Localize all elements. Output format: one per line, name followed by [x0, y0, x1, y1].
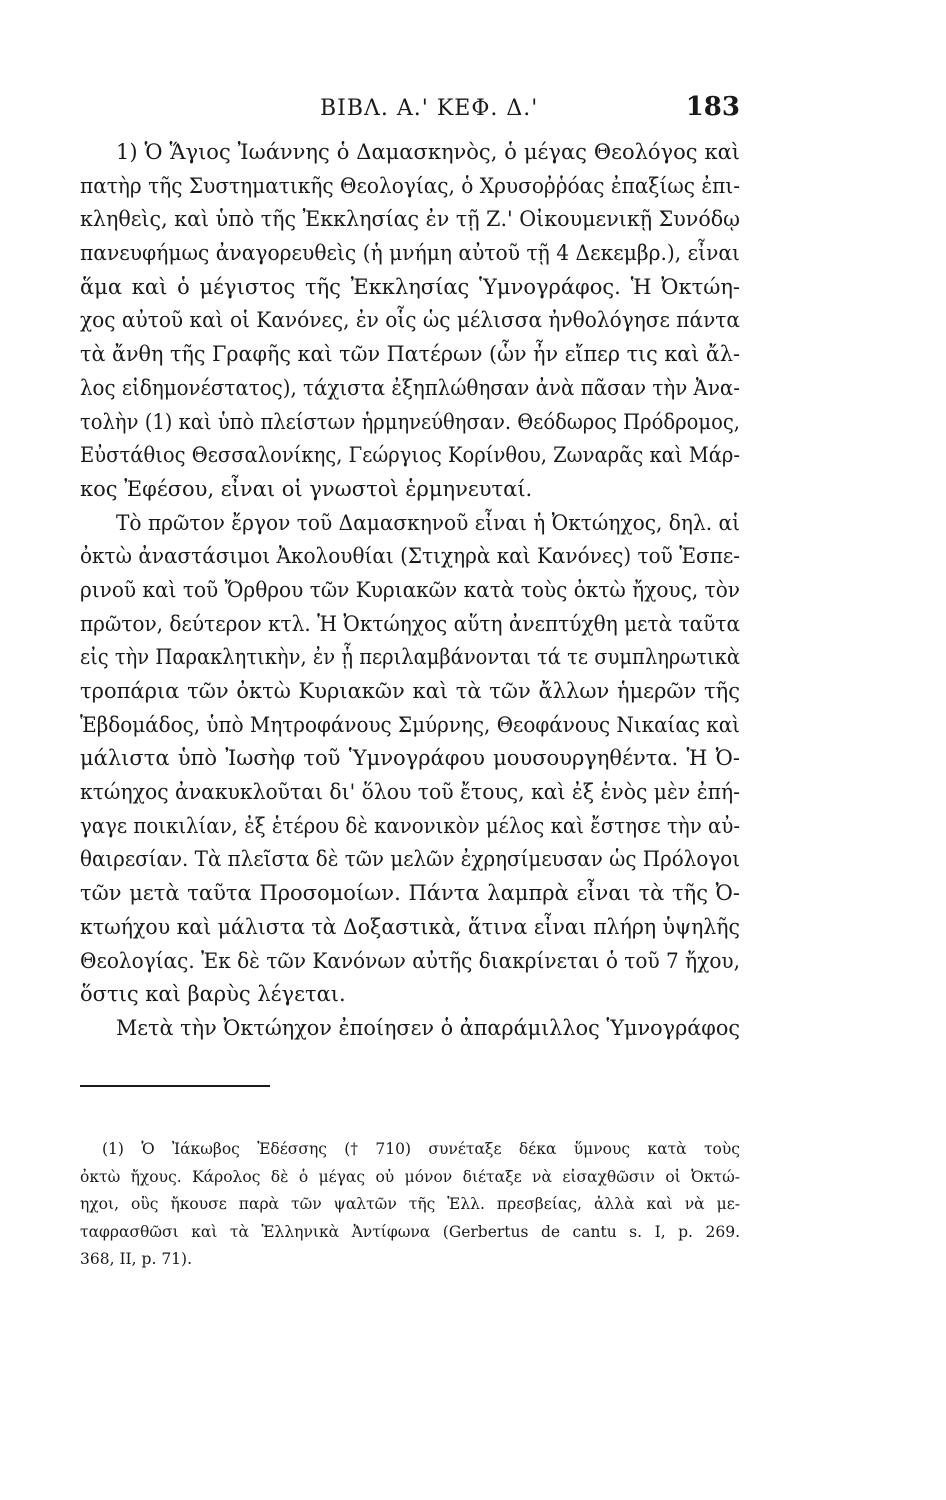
text-line-content: Θεολογίας. Ἐκ δὲ τῶν Κανόνων αὐτῆς διακρίνεται ὁ τοῦ 7 ἤχου,	[80, 948, 740, 973]
text-line-content: ρινοῦ καὶ τοῦ Ὄρθρου τῶν Κυριακῶν κατὰ τοὺς ὀκτὼ ἤχους, τὸν	[80, 577, 740, 602]
page-number: 183	[685, 92, 740, 122]
footnote	[80, 1136, 740, 1274]
text-line-content: μάλιστα ὑπὸ Ἰωσὴφ τοῦ Ὑμνογράφου μουσουργηθέντα. Ἡ Ὀ-	[80, 746, 740, 771]
text-line-content: Ἑβδομάδος, ὑπὸ Μητροφάνους Σμύρνης, Θεοφάνους Νικαίας καὶ	[80, 712, 740, 737]
text-line-content: Τὸ πρῶτον ἔργον τοῦ Δαμασκηνοῦ εἶναι ἡ Ὀκτώηχος, δηλ. αἱ	[116, 510, 740, 535]
footnote-line-content: ταφρασθῶσι καὶ τὰ Ἑλληνικὰ Ἀντίφωνα (Gerbertus de cantu s. I, p. 269.	[80, 1222, 740, 1241]
text-line	[80, 271, 740, 305]
text-line-content: ὀκτὼ ἀναστάσιμοι Ἀκολουθίαι (Στιχηρὰ καὶ Κανόνες) τοῦ Ἑσπε-	[80, 544, 740, 569]
footnote-line	[80, 1246, 740, 1274]
text-line-content: ἅμα καὶ ὁ μέγιστος τῆς Ἐκκλησίας Ὑμνογράφος. Ἡ Ὀκτώη-	[80, 274, 740, 299]
text-line-content: εἰς τὴν Παρακλητικὴν, ἐν ᾗ περιλαμβάνονται τά τε συμπληρωτικὰ	[80, 645, 740, 670]
text-line	[80, 574, 740, 608]
text-line-content: τολὴν (1) καὶ ὑπὸ πλείστων ἡρμηνεύθησαν. Θεόδωρος Πρόδρομος,	[80, 409, 740, 434]
text-line	[80, 641, 740, 675]
text-line	[80, 742, 740, 776]
text-line	[80, 507, 740, 541]
text-line-content: κτώηχος ἀνακυκλοῦται δι' ὅλου τοῦ ἔτους, καὶ ἐξ ἑνὸς μὲν ἐπή-	[80, 780, 740, 805]
text-line	[80, 978, 740, 1012]
footnote-line	[80, 1219, 740, 1247]
footnote-line-content: ηχοι, οὓς ἤκουσε παρὰ τῶν ψαλτῶν τῆς Ἑλλ. πρεσβείας, ἀλλὰ καὶ νὰ με-	[80, 1195, 740, 1213]
text-line	[80, 540, 740, 574]
text-line	[80, 709, 740, 743]
text-line	[80, 136, 740, 170]
text-line	[80, 911, 740, 945]
text-line-content: πατὴρ τῆς Συστηματικῆς Θεολογίας, ὁ Χρυσοῤῥόας ἐπαξίως ἐπι-	[80, 173, 740, 198]
text-line	[80, 237, 740, 271]
text-line	[80, 203, 740, 237]
text-line-content: λος εἰδημονέστατος), τάχιστα ἐξηπλώθησαν ἀνὰ πᾶσαν τὴν Ἀνα-	[80, 375, 740, 400]
text-line	[80, 608, 740, 642]
main-text	[80, 136, 740, 1046]
text-line-content: τροπάρια τῶν ὀκτὼ Κυριακῶν καὶ τὰ τῶν ἄλλων ἡμερῶν τῆς	[80, 679, 740, 703]
text-line-content: γαγε ποικιλίαν, ἐξ ἑτέρου δὲ κανονικὸν μέλος καὶ ἔστησε τὴν αὐ-	[80, 813, 740, 838]
text-line	[80, 439, 740, 473]
text-line	[80, 945, 740, 979]
text-line	[80, 1012, 740, 1046]
text-line-content: 1) Ὁ Ἅγιος Ἰωάννης ὁ Δαμασκηνὸς, ὁ μέγας Θεολόγος καὶ	[116, 140, 740, 164]
text-line-content: Μετὰ τὴν Ὀκτώηχον ἐποίησεν ὁ ἀπαράμιλλος Ὑμνογράφος	[116, 1015, 740, 1040]
text-line-content: τῶν μετὰ ταῦτα Προσομοίων. Πάντα λαμπρὰ εἶναι τὰ τῆς Ὀ-	[80, 881, 740, 906]
text-line	[80, 170, 740, 204]
footnote-line	[80, 1164, 740, 1192]
text-line-content: τὰ ἄνθη τῆς Γραφῆς καὶ τῶν Πατέρων (ὧν ἦν εἴπερ τις καὶ ἄλ-	[80, 342, 740, 367]
footnote-line-content: 368, II, p. 71).	[80, 1250, 193, 1268]
text-line	[80, 877, 740, 911]
running-head: ΒΙΒΛ. Α.' ΚΕΦ. Δ.'	[320, 96, 539, 121]
text-line	[80, 776, 740, 810]
footnote-line-content: (1) Ὁ Ἰάκωβος Ἐδέσσης († 710) συνέταξε δέκα ὕμνους κατὰ τοὺς	[102, 1140, 740, 1158]
text-line	[80, 810, 740, 844]
text-line-content: πρῶτον, δεύτερον κτλ. Ἡ Ὀκτώηχος αὕτη ἀνεπτύχθη μετὰ ταῦτα	[80, 611, 740, 636]
text-line	[80, 843, 740, 877]
footnote-separator	[80, 1085, 270, 1087]
text-line	[80, 473, 740, 507]
text-line-content: κληθεὶς, καὶ ὑπὸ τῆς Ἐκκλησίας ἐν τῇ Ζ.' Οἰκουμενικῇ Συνόδῳ	[80, 207, 740, 232]
text-line-content: πανευφήμως ἀναγορευθεὶς (ἡ μνήμη αὐτοῦ τῇ 4 Δεκεμβρ.), εἶναι	[80, 241, 740, 266]
text-line-content: κτωήχου καὶ μάλιστα τὰ Δοξαστικὰ, ἅτινα εἶναι πλήρη ὑψηλῆς	[80, 914, 740, 939]
text-line-content: ὅστις καὶ βαρὺς λέγεται.	[80, 982, 346, 1007]
page-header	[80, 92, 740, 126]
footnote-line-content: ὀκτὼ ἤχους. Κάρολος δὲ ὁ μέγας οὐ μόνον διέταξε νὰ εἰσαχθῶσιν οἱ Ὀκτώ-	[80, 1167, 740, 1186]
text-line-content: κος Ἐφέσου, εἶναι οἱ γνωστοὶ ἑρμηνευταί.	[80, 476, 533, 501]
footnote-line	[80, 1191, 740, 1219]
text-line-content: χος αὐτοῦ καὶ οἱ Κανόνες, ἐν οἷς ὡς μέλισσα ἠνθολόγησε πάντα	[80, 308, 740, 333]
text-line	[80, 304, 740, 338]
text-line	[80, 338, 740, 372]
footnote-line	[80, 1136, 740, 1164]
text-line	[80, 406, 740, 440]
text-line-content: θαιρεσίαν. Τὰ πλεῖστα δὲ τῶν μελῶν ἐχρησίμευσαν ὡς Πρόλογοι	[80, 847, 740, 872]
text-line-content: Εὐστάθιος Θεσσαλονίκης, Γεώργιος Κορίνθου, Ζωναρᾶς καὶ Μάρ-	[80, 443, 740, 468]
text-line	[80, 675, 740, 709]
text-line	[80, 372, 740, 406]
